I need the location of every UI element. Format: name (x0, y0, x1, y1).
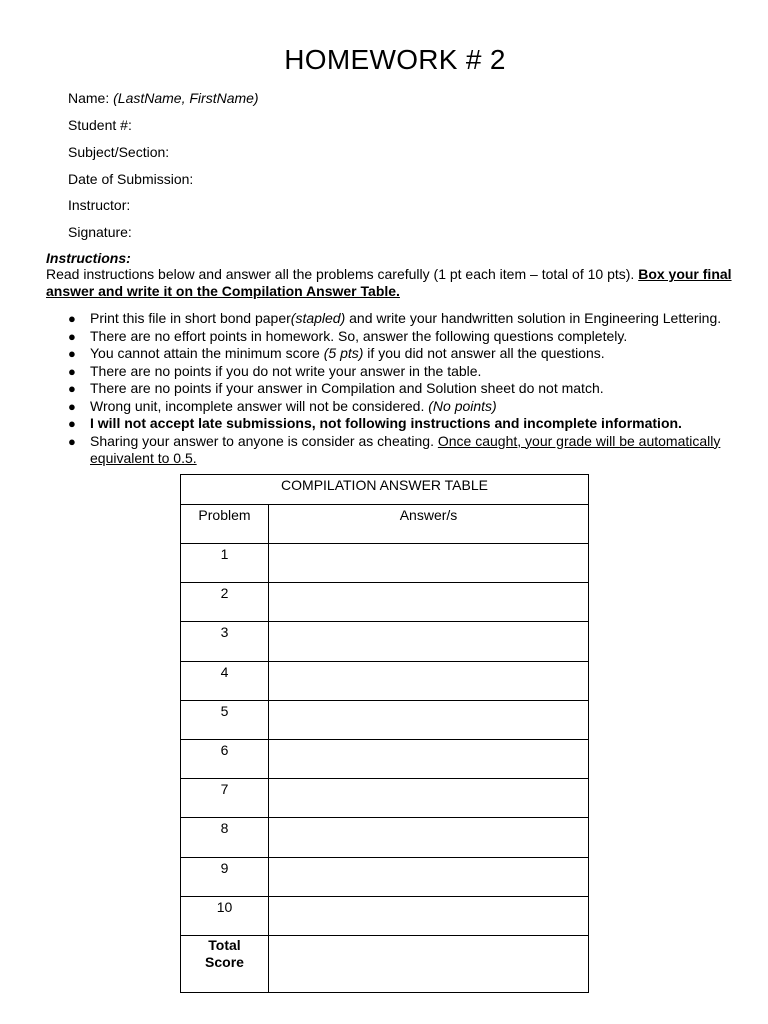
table-caption: COMPILATION ANSWER TABLE (181, 475, 589, 505)
problem-number: 10 (181, 896, 269, 935)
intro-bold-text: Box your final answer and write it on the Compilation Answer Table. (46, 266, 732, 299)
list-item (46, 398, 736, 416)
bullet-icon: ● (68, 398, 76, 414)
bullet-icon: ● (68, 416, 76, 431)
total-label-line1: Total (208, 936, 241, 953)
date-of-submission-label: Date of Submission: (68, 171, 194, 187)
column-header-problem: Problem (181, 505, 269, 544)
bullet-icon: ● (68, 363, 76, 379)
instructions-heading: Instructions: (46, 250, 131, 266)
answer-cell (269, 700, 589, 739)
rule-text: and write your handwritten solution in Engineering Lettering. (345, 310, 722, 326)
list-item (46, 433, 736, 468)
answer-cell (269, 544, 589, 583)
rule-text: Wrong unit, incomplete answer will not be considered. (90, 397, 429, 414)
rule-text-underlined: Once caught, your grade will be automatically equivalent to 0.5. (90, 432, 721, 466)
total-score-cell (269, 935, 589, 992)
bullet-icon: ● (68, 433, 76, 449)
table-row (181, 700, 589, 739)
rule-text: There are no points if you do not write your answer in the table. (90, 362, 482, 379)
rule-text: There are no effort points in homework. So, answer the following questions completely. (90, 327, 628, 344)
rule-text: You cannot attain the minimum score (90, 345, 324, 361)
list-item (46, 345, 736, 363)
rule-text: Print this file in short bond paper (90, 310, 291, 326)
list-item (46, 380, 736, 398)
rule-text-italic: (No points) (428, 397, 497, 414)
bullet-icon: ● (68, 311, 76, 326)
rule-text: There are no points if your answer in Compilation and Solution sheet do not match. (90, 380, 604, 396)
subject-section-label: Subject/Section: (68, 144, 170, 160)
rule-text: I will not accept late submissions, not following instructions and incomplete information. (90, 415, 682, 431)
column-header-answers: Answer/s (269, 505, 589, 544)
rule-text-italic: (stapled) (290, 310, 346, 326)
bullet-icon: ● (68, 381, 76, 396)
bullet-icon: ● (68, 346, 76, 361)
problem-number: 8 (181, 818, 269, 857)
answer-cell (269, 818, 589, 857)
student-number-label: Student #: (68, 117, 132, 133)
problem-number: 7 (181, 779, 269, 818)
answer-cell (269, 739, 589, 778)
table-row (181, 857, 589, 896)
list-item (46, 415, 736, 433)
problem-number: 9 (181, 857, 269, 896)
rule-text: Sharing your answer to anyone is consider as cheating. (90, 432, 438, 449)
answer-cell (269, 896, 589, 935)
table-row (181, 544, 589, 583)
page-title: HOMEWORK # 2 (284, 44, 506, 75)
list-item (46, 363, 736, 381)
compilation-answer-table (180, 474, 589, 993)
table-row (181, 739, 589, 778)
total-label-line2: Score (205, 953, 244, 970)
problem-number: 1 (181, 544, 269, 583)
list-item (46, 328, 736, 346)
name-field (68, 90, 259, 106)
rule-text: if you did not answer all the questions. (363, 345, 605, 361)
answer-cell (269, 779, 589, 818)
answer-cell (269, 583, 589, 622)
intro-text: Read instructions below and answer all the problems carefully (1 pt each item – total of 10 pts). (46, 266, 635, 282)
answer-cell (269, 857, 589, 896)
problem-number: 4 (181, 661, 269, 700)
name-label: Name: (68, 90, 110, 106)
table-row (181, 622, 589, 661)
table-row (181, 896, 589, 935)
table-row (181, 818, 589, 857)
problem-number: 5 (181, 700, 269, 739)
problem-number: 6 (181, 739, 269, 778)
instructor-label: Instructor: (68, 197, 131, 213)
answer-cell (269, 622, 589, 661)
problem-number: 2 (181, 583, 269, 622)
rules-list (46, 310, 736, 468)
problem-rows (181, 544, 589, 936)
name-hint: (LastName, FirstName) (113, 90, 259, 106)
problem-number: 3 (181, 622, 269, 661)
instructions-intro (46, 266, 736, 300)
table-row (181, 779, 589, 818)
answer-cell (269, 661, 589, 700)
total-score-label (181, 935, 269, 992)
table-row (181, 583, 589, 622)
signature-label: Signature: (68, 224, 132, 240)
list-item (46, 310, 736, 328)
rule-text-italic: (5 pts) (323, 345, 364, 361)
bullet-icon: ● (68, 328, 76, 344)
table-row (181, 661, 589, 700)
